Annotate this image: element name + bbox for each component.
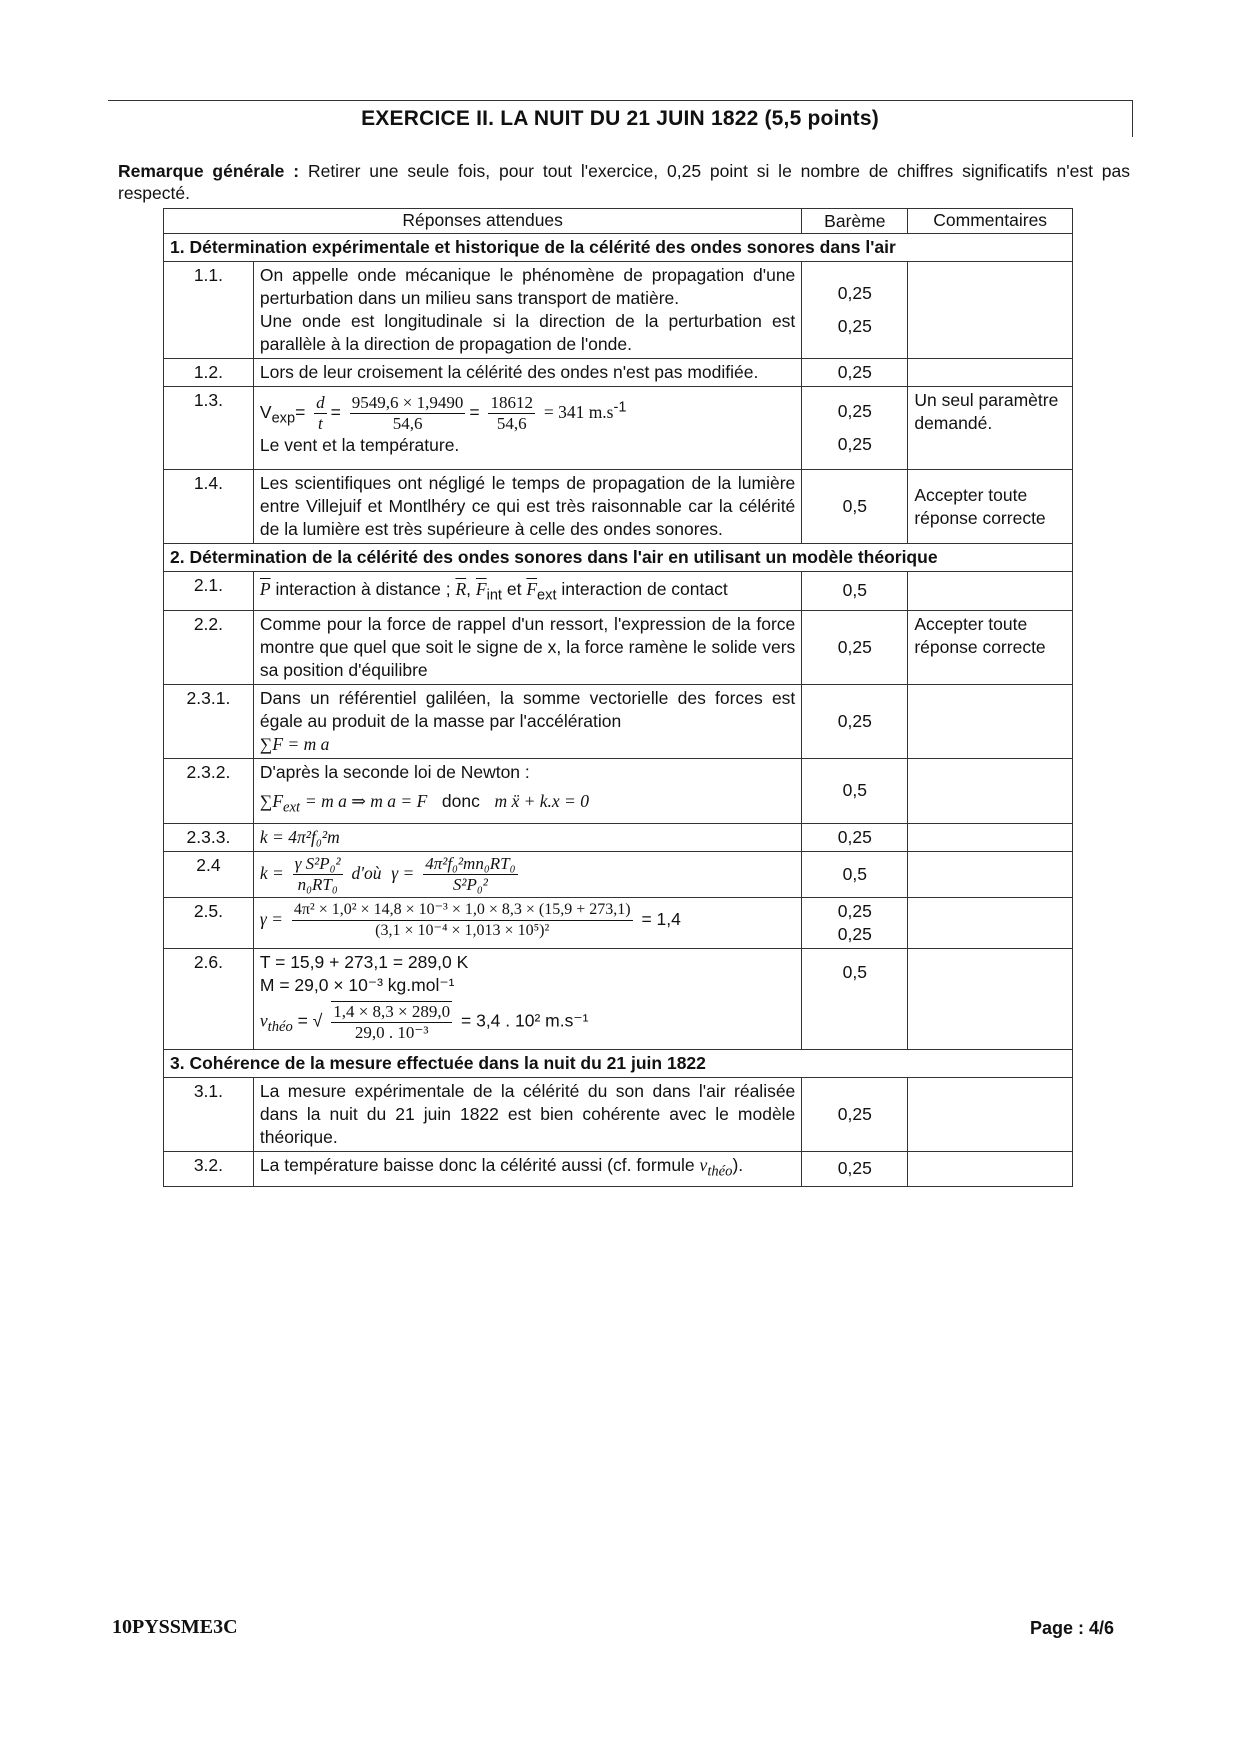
section-row <box>164 234 1073 262</box>
answer-cell: La température baisse donc la célérité aussi (cf. formule $v_{théo}$). <box>253 1152 801 1187</box>
q-number: 1.2. <box>164 359 254 387</box>
table-row <box>164 758 1073 824</box>
answer-formula: k = 4π²f₀²m <box>253 824 801 852</box>
points-value: 0,5 <box>802 949 908 1050</box>
table-row <box>164 1152 1073 1187</box>
q-number: 2.3.3. <box>164 824 254 852</box>
points-value: 0,25 <box>837 924 872 944</box>
table-row <box>164 824 1073 852</box>
velocity-formula: $v_{théo}$ = √ $\frac{1,4 \times 8,3 \times 289,0}{\text{29,0 . 10⁻³}}$ = 3,4 . 10² m.s⁻¹ <box>259 1002 589 1042</box>
points-value: 0,25 <box>802 359 908 387</box>
q-number: 2.4 <box>164 852 254 898</box>
section-row <box>164 544 1073 572</box>
header-scale: Barème <box>802 209 908 234</box>
newton-formula: $\sum F_{ext} = m$ a ⇒ m a = F donc m ẍ + k.x = 0 <box>259 790 589 815</box>
comment-cell <box>908 852 1073 898</box>
table-row <box>164 359 1073 387</box>
answer-text: Le vent et la température. <box>259 435 460 455</box>
answer-text: D'après la seconde loi de Newton : <box>259 761 530 782</box>
points-value: 0,25 <box>802 610 908 684</box>
remark-label: Remarque générale : <box>118 161 300 181</box>
header-comments: Commentaires <box>908 209 1073 234</box>
points-cell <box>802 262 908 359</box>
q-number: 2.6. <box>164 949 254 1050</box>
comment-text: Un seul paramètre demandé. <box>908 387 1073 470</box>
table-row <box>164 387 1073 470</box>
answer-text: Dans un référentiel galiléen, la somme vectorielle des forces est égale au produit de la masse par l'accélération <box>259 687 796 731</box>
document-code: 10PYSSME3C <box>112 1616 238 1638</box>
comment-cell <box>908 758 1073 824</box>
q-number: 2.5. <box>164 898 254 949</box>
points-value: 0,25 <box>837 901 872 921</box>
answer-cell <box>253 949 801 1050</box>
points-value: 0,25 <box>837 283 872 303</box>
answer-text: M = 29,0 × 10⁻³ kg.mol⁻¹ <box>259 975 455 995</box>
q-number: 2.3.2. <box>164 758 254 824</box>
table-row <box>164 949 1073 1050</box>
table-header <box>164 209 1073 234</box>
q-number: 2.1. <box>164 572 254 611</box>
comment-cell <box>908 1078 1073 1152</box>
answer-cell <box>253 262 801 359</box>
header-answers: Réponses attendues <box>164 209 802 234</box>
section-3-title: 3. Cohérence de la mesure effectuée dans la nuit du 21 juin 1822 <box>164 1050 1073 1078</box>
points-value: 0,25 <box>837 434 872 454</box>
comment-text: Accepter toute réponse correcte <box>908 470 1073 544</box>
points-value: 0,25 <box>802 1152 908 1187</box>
comment-cell <box>908 898 1073 949</box>
points-value: 0,5 <box>802 758 908 824</box>
points-cell <box>802 898 908 949</box>
q-number: 2.2. <box>164 610 254 684</box>
table-row <box>164 898 1073 949</box>
general-remark <box>118 160 1130 204</box>
q-number: 2.3.1. <box>164 684 254 758</box>
answer-cell: $\overline{P}$ interaction à distance ; $\overline{R}$, $\overline{F}_{int}$ et $\overline{F}_{ext}$ interaction de contact <box>253 572 801 611</box>
exercise-title-box <box>108 100 1133 137</box>
comment-text: Accepter toute réponse correcte <box>908 610 1073 684</box>
table-row <box>164 572 1073 611</box>
q-number: 1.1. <box>164 262 254 359</box>
table-row <box>164 470 1073 544</box>
comment-cell <box>908 949 1073 1050</box>
comment-cell <box>908 1152 1073 1187</box>
points-value: 0,25 <box>802 824 908 852</box>
table-row <box>164 262 1073 359</box>
comment-cell <box>908 824 1073 852</box>
points-value: 0,5 <box>802 470 908 544</box>
comment-cell <box>908 684 1073 758</box>
section-2-title: 2. Détermination de la célérité des ondes sonores dans l'air en utilisant un modèle théorique <box>164 544 1073 572</box>
q-number: 1.3. <box>164 387 254 470</box>
points-value: 0,5 <box>802 572 908 611</box>
answer-text: Une onde est longitudinale si la direction de la perturbation est parallèle à la direction de propagation de l'onde. <box>259 311 796 354</box>
table-row <box>164 852 1073 898</box>
points-value: 0,25 <box>802 684 908 758</box>
answer-cell: γ = $\frac{\text{4π² × 1,0² × 14,8 × 10⁻³ × 1,0 × 8,3 × (15,9 + 273,1)}}{\text{(3,1 × 10⁻⁴ × 1,013 × 10⁵)²}}$ = 1,4 <box>253 898 801 949</box>
section-1-title: 1. Détermination expérimentale et historique de la célérité des ondes sonores dans l'air <box>164 234 1073 262</box>
q-number: 3.1. <box>164 1078 254 1152</box>
answer-table <box>163 208 1073 1187</box>
answer-cell <box>253 387 801 470</box>
q-number: 3.2. <box>164 1152 254 1187</box>
answer-text: Les scientifiques ont négligé le temps de propagation de la lumière entre Villejuif et Montlhéry ce qui est très raisonnable car la célérité de la lumière est très supérieure à celle des ondes sonores. <box>253 470 801 544</box>
answer-text: La mesure expérimentale de la célérité du son dans l'air réalisée dans la nuit du 21 juin 1822 est bien cohérente avec le modèle théorique. <box>253 1078 801 1152</box>
exercise-title: EXERCICE II. LA NUIT DU 21 JUIN 1822 (5,5 points) <box>361 107 879 130</box>
answer-text: Comme pour la force de rappel d'un ressort, l'expression de la force montre que quel que soit le signe de x, la force ramène le solide vers sa position d'équilibre <box>253 610 801 684</box>
remark-text: Retirer une seule fois, pour tout l'exercice, 0,25 point si le nombre de chiffres significatifs n'est pas respecté. <box>118 161 1130 203</box>
answer-text: Lors de leur croisement la célérité des ondes n'est pas modifiée. <box>253 359 801 387</box>
table-row <box>164 1078 1073 1152</box>
answer-cell: k = $\frac{\text{γ S²P₀²}}{\text{n₀RT₀}}$ d'où γ = $\frac{\text{4π²f₀²mn₀RT₀}}{\text{S²P₀²}}$ <box>253 852 801 898</box>
table-row <box>164 610 1073 684</box>
answer-cell <box>253 684 801 758</box>
table-row <box>164 684 1073 758</box>
page-number: Page : 4/6 <box>1029 1618 1114 1638</box>
section-row <box>164 1050 1073 1078</box>
answer-text: On appelle onde mécanique le phénomène de propagation d'une perturbation dans un milieu sans transport de matière. <box>259 265 796 308</box>
q-number: 1.4. <box>164 470 254 544</box>
velocity-formula: $V_{exp}=$ $\frac{d}{t}$ = $\frac{9549,6 \times 1,9490}{54,6}$ = $\frac{18612}{54,6}$ = 341 $m.s^{-1}$ <box>259 393 627 433</box>
points-value: 0,25 <box>802 1078 908 1152</box>
answer-cell <box>253 758 801 824</box>
comment-cell <box>908 262 1073 359</box>
answer-text: T = 15,9 + 273,1 = 289,0 K <box>259 952 469 972</box>
points-value: 0,25 <box>837 316 872 336</box>
comment-cell <box>908 359 1073 387</box>
points-value: 0,5 <box>802 852 908 898</box>
comment-cell <box>908 572 1073 611</box>
newton-formula: ∑F = m a <box>259 733 330 754</box>
points-cell <box>802 387 908 470</box>
points-value: 0,25 <box>837 401 872 421</box>
